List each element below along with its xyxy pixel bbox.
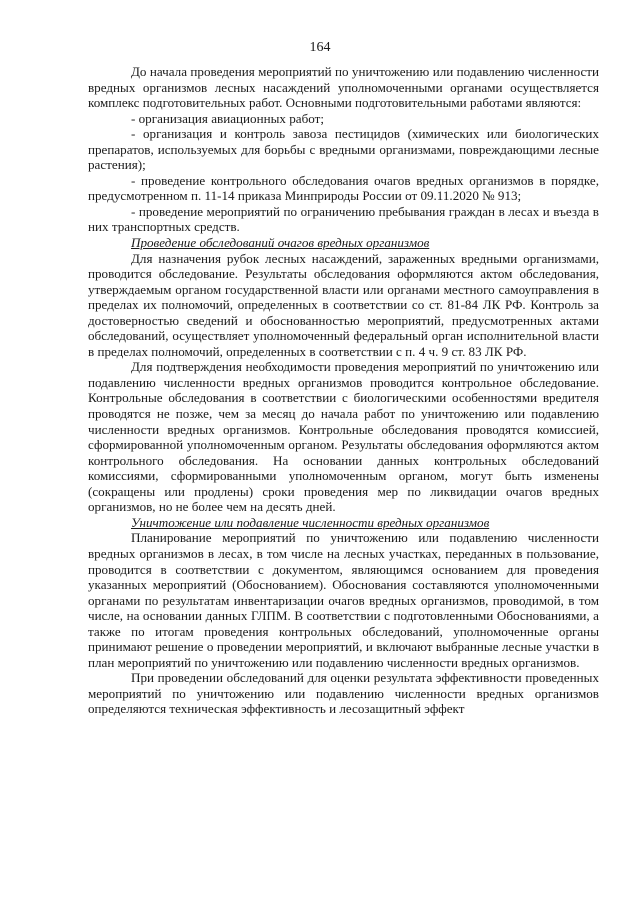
- page-number: 164: [309, 40, 331, 55]
- paragraph: Планирование мероприятий по уничтожению или подавлению численности вредных организмов в лесах, в том числе на лесных участках, переданных в пользование, проводится в соответствии с документом, являющимся основанием для проведения указанных мероприятий (Обоснованием). Обоснования составляются уполномоченными органами по результатам инвентаризации очагов вредных организмов, проводимой, в том числе, на основании данных ГЛПМ. В соответствии с подготовленными Обоснованиями, а также по итогам проведения контрольных обследований, уполномоченные органы принимают решение о проведении мероприятий, и включают выбранные лесные участки в план мероприятий по уничтожению или подавлению численности вредных организмов.: [88, 530, 599, 670]
- list-item: - проведение контрольного обследования очагов вредных организмов в порядке, предусмотренном п. 11-14 приказа Минприроды России от 09.11.2020 № 913;: [88, 172, 599, 204]
- paragraph: Для назначения рубок лесных насаждений, зараженных вредными организмами, проводится обследование. Результаты обследования оформляются актом обследования, утверждаемым органом государственной власти или органами местного самоуправления в пределах их полномочий, определенных в соответствии со ст. 81-84 ЛК РФ. Контроль за достоверностью сведений и обоснованностью мероприятий, предусмотренных актами обследований, осуществляет уполномоченный федеральный орган исполнительной власти в пределах полномочий, определенных в соответствии с п. 4 ч. 9 ст. 83 ЛК РФ.: [88, 250, 599, 359]
- intro-paragraph: До начала проведения мероприятий по уничтожению или подавлению численности вредных организмов лесных насаждений уполномоченными органами осуществляется комплекс подготовительных работ. Основными подготовительными работами являются:: [88, 64, 599, 111]
- list-item: - организация и контроль завоза пестицидов (химических или биологических препаратов, используемых для борьбы с вредными организмами, повреждающими лесные растения);: [88, 126, 599, 173]
- list-item: - организация авиационных работ;: [131, 110, 324, 126]
- paragraph: Для подтверждения необходимости проведения мероприятий по уничтожению или подавлению численности вредных организмов проводится контрольное обследование. Контрольные обследования в соответствии с биологическими особенностями вредителя проводятся не позже, чем за месяц до начала работ по уничтожению или подавлению численности вредных организмов. Контрольные обследования проводятся комиссией, сформированной уполномоченным органом. Результаты обследования оформляются актом контрольного обследования. На основании данных контрольных обследований комиссиями, сформированными уполномоченным органом, могут быть изменены (сокращены или продлены) сроки проведения мер по ликвидации очагов вредных организмов, но не более чем на десять дней.: [88, 359, 599, 515]
- section-heading-surveys: Проведение обследований очагов вредных организмов: [131, 235, 430, 251]
- section-heading-suppression: Уничтожение или подавление численности вредных организмов: [131, 514, 490, 530]
- list-item: - проведение мероприятий по ограничению пребывания граждан в лесах и въезда в них транспортных средств.: [88, 203, 599, 235]
- paragraph: При проведении обследований для оценки результата эффективности проведенных мероприятий по уничтожению или подавлению численности вредных организмов определяются техническая эффективность и лесозащитный эффект: [88, 670, 599, 717]
- document-body: [88, 64, 599, 717]
